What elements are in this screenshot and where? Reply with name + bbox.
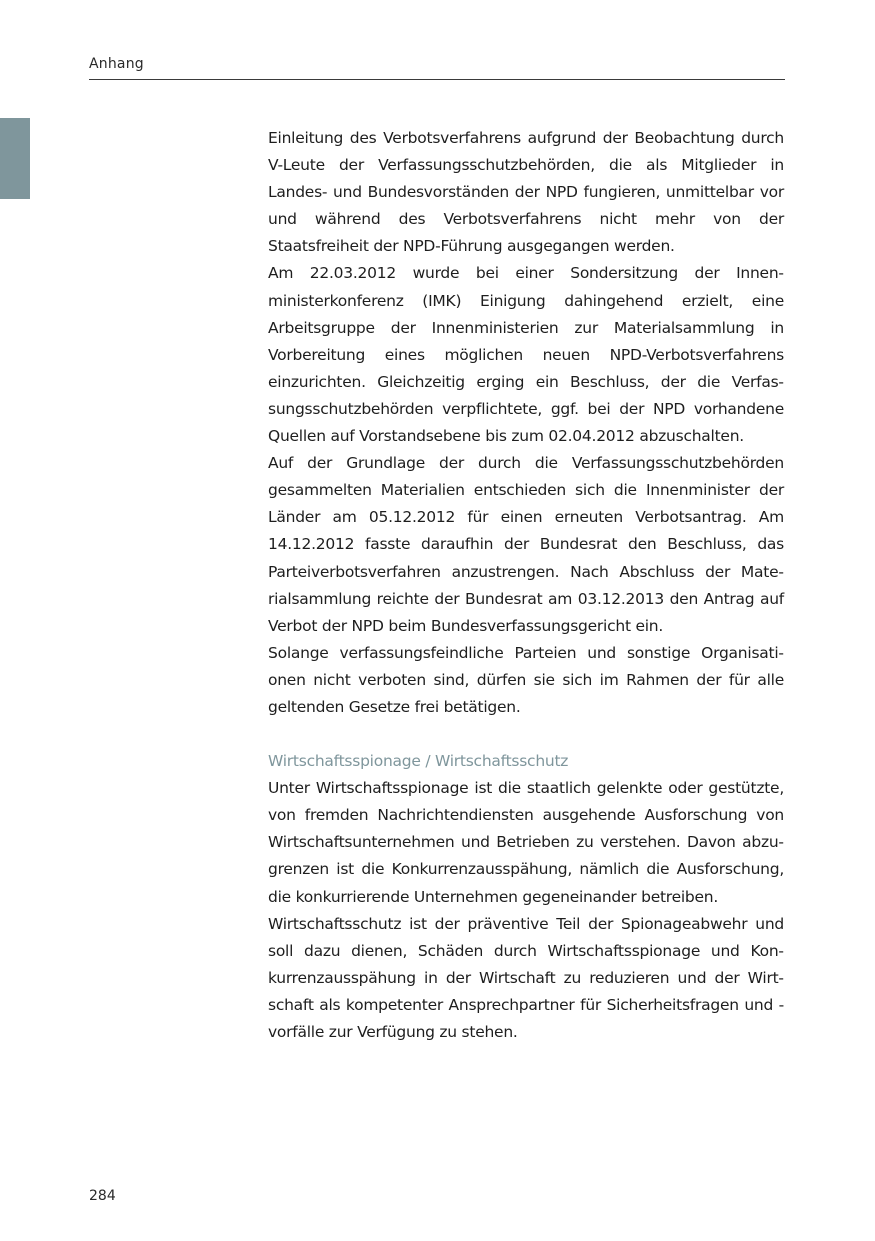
body-text: [268, 125, 784, 1046]
paragraph: Unter Wirtschaftsspionage ist die staatlich gelenkte oder gestützte, von fremden Nachrichtendiensten ausgehende Ausforschung von Wirtschaftsunternehmen und Betrieben zu verstehen. Davon abzugrenzen ist die Konkurrenzausspähung, nämlich die Ausforschung, die konkurrierende Unternehmen gegeneinander betreiben.: [268, 779, 784, 906]
section-heading: Wirtschaftsspionage / Wirtschaftsschutz: [268, 752, 569, 771]
running-header: Anhang: [89, 56, 144, 72]
paragraph: Am 22.03.2012 wurde bei einer Sondersitzung der Innenministerkonferenz (IMK) Einigung dahingehend erzielt, eine Arbeitsgruppe der Innenministerien zur Materialsammlung in Vorbereitung eines möglichen neuen NPD-Verbotsverfahrens einzurichten. Gleichzeitig erging ein Beschluss, der die Verfassungsschutzbehörden verpflichtete, ggf. bei der NPD vorhandene Quellen auf Vorstandsebene bis zum 02.04.2012 abzuschalten.: [268, 264, 784, 446]
paragraph: Einleitung des Verbotsverfahrens aufgrund der Beobachtung durch V-Leute der Verfassungsschutzbehörden, die als Mitglieder in Landes- und Bundesvorständen der NPD fungieren, unmittelbar vor und während des Verbotsverfahrens nicht mehr von der Staatsfreiheit der NPD-Führung ausgegangen werden.: [268, 129, 784, 256]
paragraph: Auf der Grundlage der durch die Verfassungsschutzbehörden gesammelten Materialien entschieden sich die Innenminister der Länder am 05.12.2012 für einen erneuten Verbotsantrag. Am 14.12.2012 fasste daraufhin der Bundesrat den Beschluss, das Parteiverbotsverfahren anzustrengen. Nach Abschluss der Materialsammlung reichte der Bundesrat am 03.12.2013 den Antrag auf Verbot der NPD beim Bundesverfassungsgericht ein.: [268, 454, 784, 635]
chapter-tab-marker: [0, 118, 30, 199]
paragraph: Wirtschaftsschutz ist der präventive Teil der Spionageabwehr und soll dazu dienen, Schäden durch Wirtschaftsspionage und Konkurrenzausspähung in der Wirtschaft zu reduzieren und der Wirtschaft als kompetenter Ansprechpartner für Sicherheitsfragen und -vorfälle zur Verfügung zu stehen.: [268, 914, 784, 1041]
header-rule: [89, 79, 785, 80]
page-number: 284: [89, 1188, 116, 1204]
paragraph: Solange verfassungsfeindliche Parteien und sonstige Organisationen nicht verboten sind, dürfen sie sich im Rahmen der für alle geltenden Gesetze frei betätigen.: [268, 643, 784, 716]
